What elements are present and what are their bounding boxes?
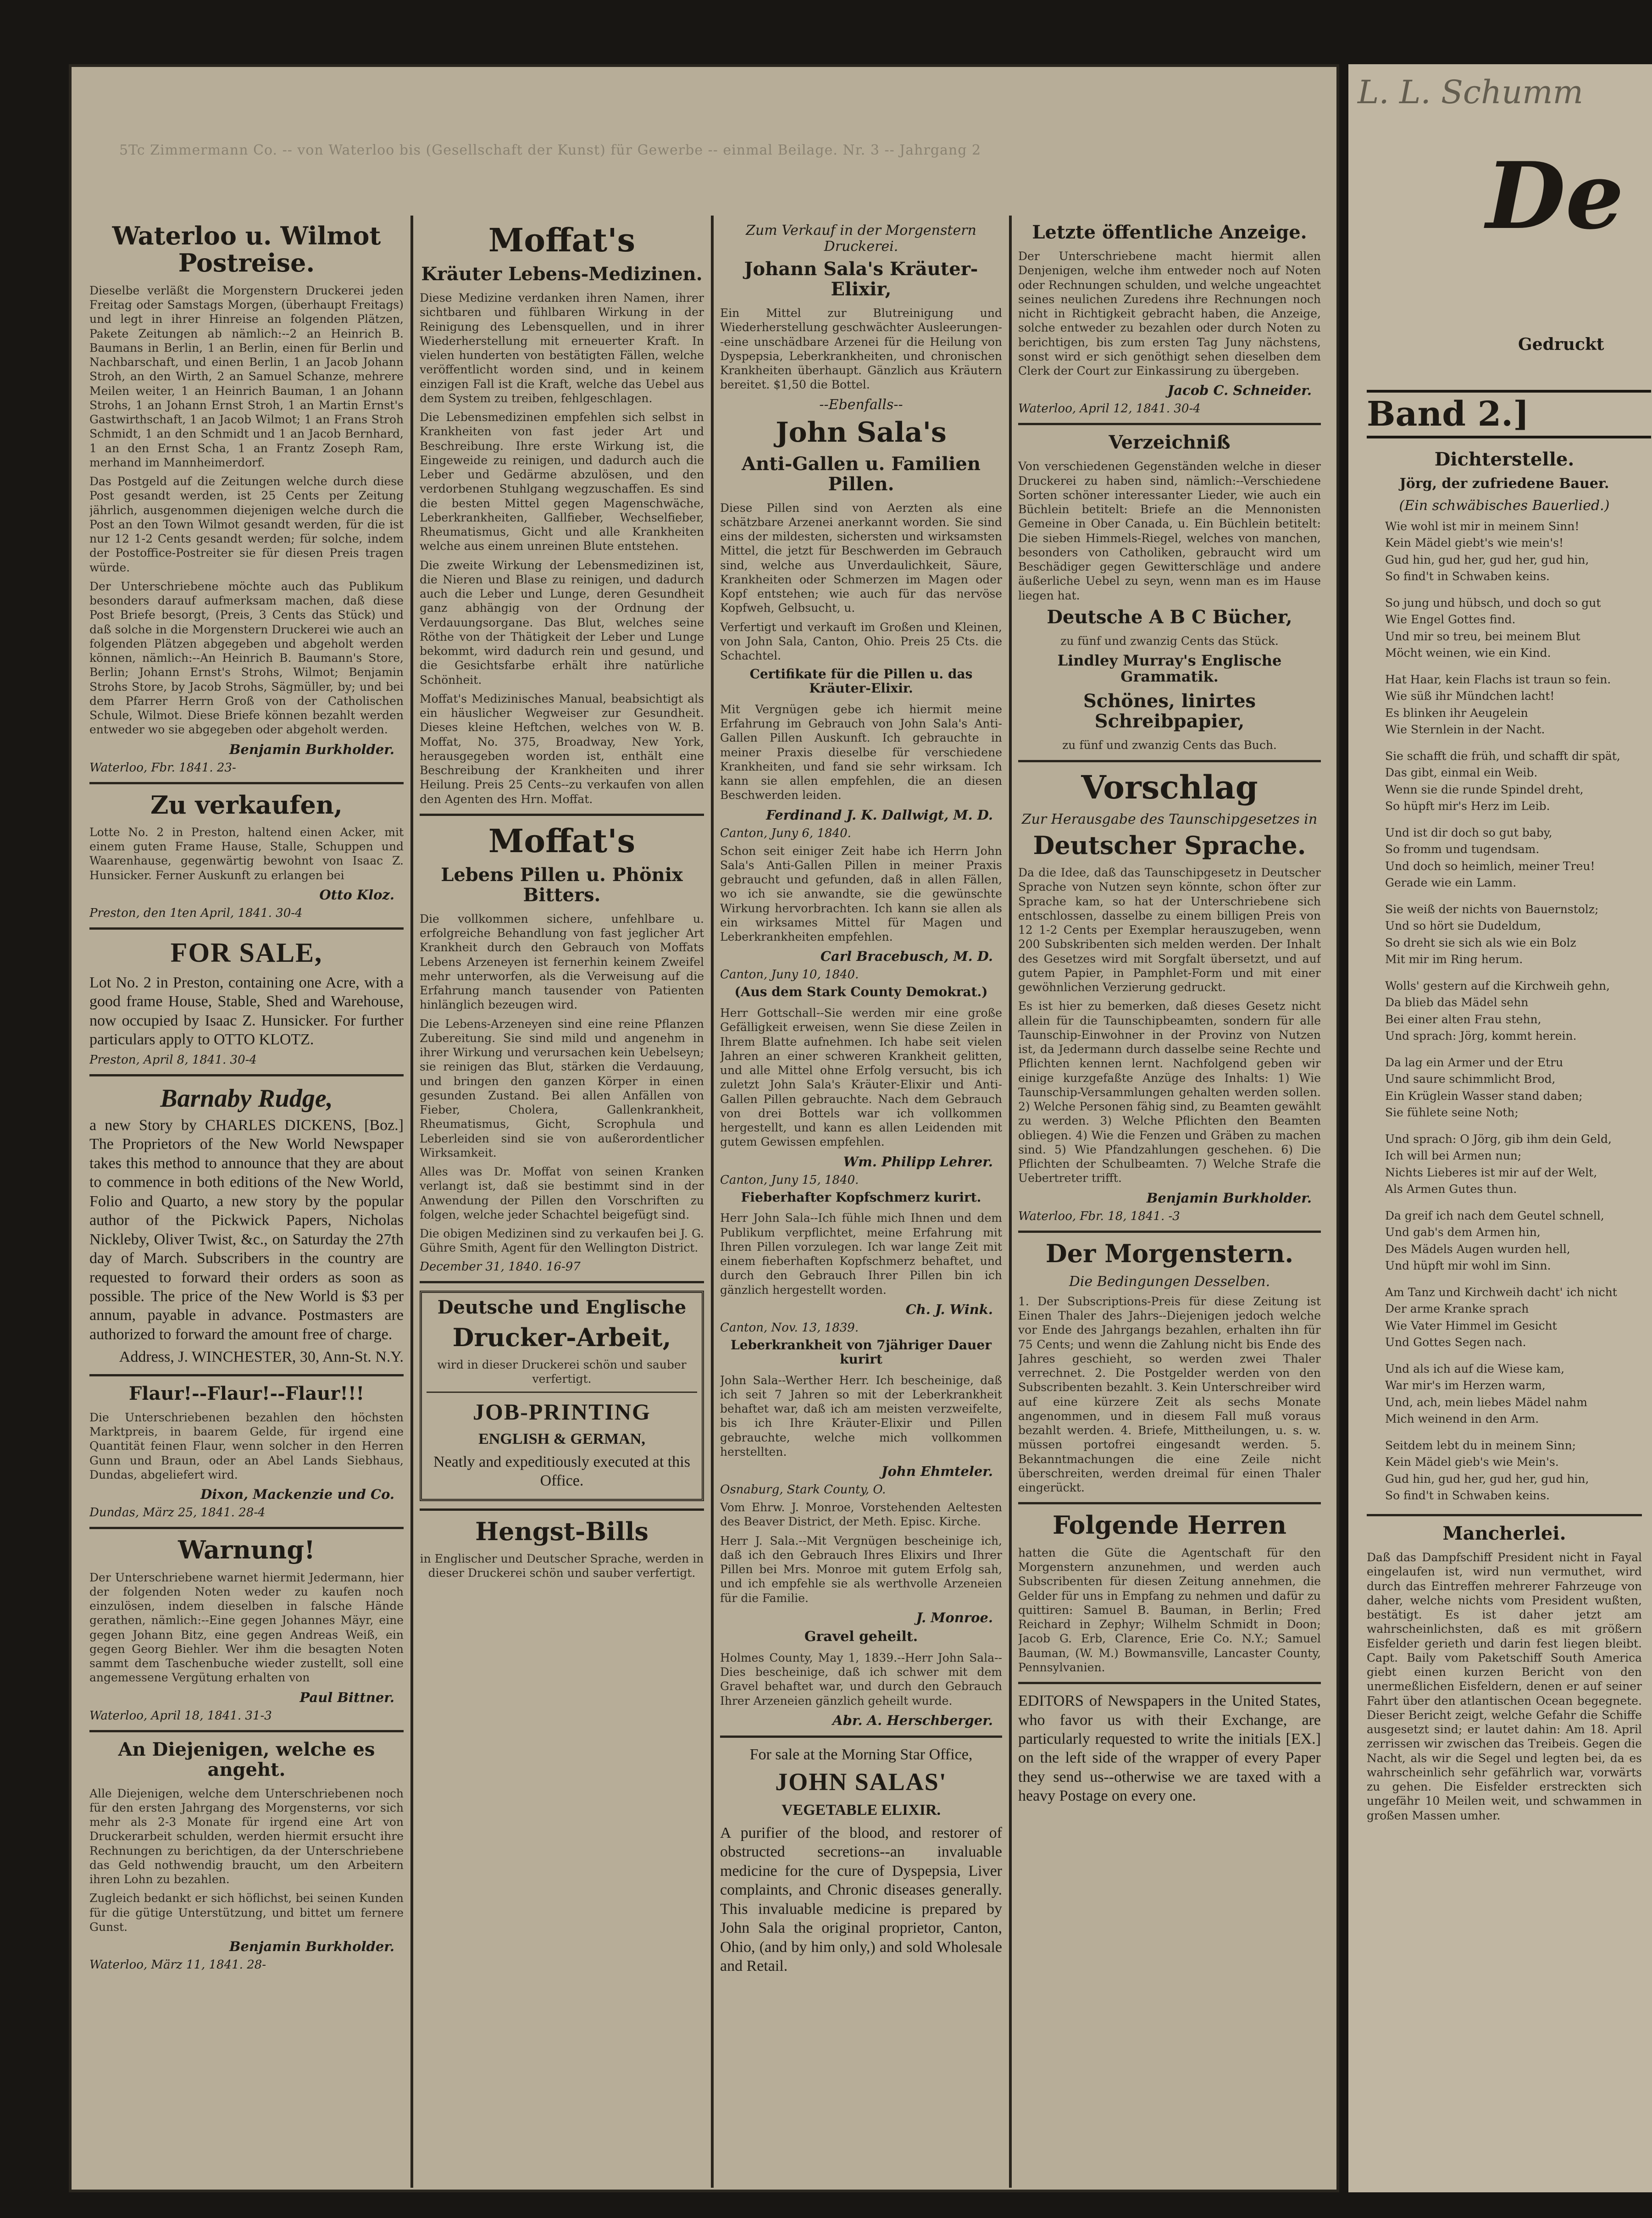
poem-line: Und saure schimmlicht Brod,: [1385, 1072, 1556, 1086]
ad-date: Waterloo, April 18, 1841. 31-3: [89, 1708, 272, 1723]
signature: Ch. J. Wink.: [905, 1301, 993, 1317]
ad-date: Osnaburg, Stark County, O.: [720, 1483, 886, 1497]
ad-heading-fever: Fieberhafter Kopfschmerz kurirt.: [741, 1189, 981, 1205]
ad-text: Es ist hier zu bemerken, daß dieses Gesetz nicht allein für die Taunschipbeamten, sondern für alle Taunschip-Einwohner in der Provinz von Nutzen ist, da Jedermann durch dasselbe seine Rechte und Pflichten kennen lernt. Nachfolgend geben wir einige kurzgefaßte Anzüge des Inhalts: 1) Wie Taunschip-Versammlungen gehalten werden sollen. 2) Welche Personen fähig sind, zu Beamten gewählt zu werden. 3) Welche Pflichten den Beamten obliegen. 4) Wie die Fenzen und Gräben zu machen sind. 5) Wie Pfandzahlungen geschehen. 6) Die Pflichten der Schulbeamten. 7) Welche Strafe die Uebertreter trifft.: [1018, 999, 1321, 1185]
poem-line: Bei einer alten Frau stehn,: [1385, 1012, 1541, 1026]
poem-line: Wie Sternlein in der Nacht.: [1385, 722, 1545, 736]
ad-text: Mit Vergnügen gebe ich hiermit meine Erfahrung im Gebrauch von John Sala's Anti-Gallen Pillen Auskunft. Ich gebrauchte in meiner Praxis dieselbe für verschiedene Krankheiten, und fand sie sehr wirksam. Ich kann sie allen empfehlen, die an diesen Beschwerden leiden.: [720, 702, 1002, 802]
ad-title-john-salas: JOHN SALAS': [775, 1768, 947, 1796]
ad-title-diejenigen: An Diejenigen, welche es angeht.: [118, 1738, 375, 1780]
ad-title-john-sala: John Sala's: [776, 416, 947, 449]
page-header-faint: 5Tc Zimmermann Co. -- von Waterloo bis (Gesellschaft der Kunst) für Gewerbe -- einmal Beilage. Nr. 3 -- Jahrgang 2: [119, 142, 981, 158]
ad-text: Von verschiedenen Gegenständen welche in dieser Druckerei zu haben sind, nämlich:--Verschiedene Sorten schöner interessanter Lieder, wie auch ein Büchlein betitelt: Briefe an die Mennonisten Gemeine in Ober Canada, u. Ein Büchlein betitelt: Die sieben Himmels-Riegel, welches von manchen, besonders von Catholiken, gebraucht wird um Beschädiger gegen Gewitterschläge und andere äußerliche Uebel zu seyn, wenn man es im Hause liegen hat.: [1018, 460, 1321, 602]
poem-line: Der arme Kranke sprach: [1385, 1302, 1529, 1316]
ad-title-hengst-bills: Hengst-Bills: [475, 1516, 649, 1546]
ad-heading-certificates: Certifikate für die Pillen u. das Kräuter-Elixir.: [749, 666, 973, 696]
ad-text: Alles was Dr. Moffat von seinen Kranken verlangt ist, daß sie bestimmt sind in der Anwendung der Pillen den Vorschriften zu folgen, welche jeder Schachtel beigefügt sind.: [420, 1165, 704, 1221]
ad-title-morgenstern: Der Morgenstern.: [1045, 1238, 1294, 1268]
column-1: [89, 222, 404, 2185]
signature: Benjamin Burkholder.: [1146, 1190, 1312, 1206]
poem-line: Und, ach, mein liebes Mädel nahm: [1385, 1395, 1587, 1409]
ad-title-barnaby-rudge: Barnaby Rudge,: [160, 1084, 333, 1113]
ad-subtitle: Zur Herausgabe des Taunschipgesetzes in: [1021, 811, 1318, 827]
poem-line: Da blieb das Mädel sehn: [1385, 996, 1529, 1009]
ad-title-job-printing: JOB-PRINTING: [473, 1399, 651, 1425]
ad-text: Die Lebensmedizinen empfehlen sich selbst in Krankheiten von fast jeder Art und Beschreibung. Ihre erste Wirkung ist, die Eingeweide zu reinigen, und dadurch auch die Leber und Gedärme abzulösen, und den verdorbenen Stuhlgang wegzuschaffen. Es sind die besten Mittel gegen Magenschwäche, Leberkrankheiten, Gallfieber, Wechselfieber, Rheumatismus, Gicht und alle Krankheiten welche aus einem unreinen Blute entstehen.: [420, 410, 704, 553]
ad-heading-liver: Leberkrankheit von 7jähriger Dauer kurirt: [731, 1337, 992, 1367]
poem-line: Wolls' gestern auf die Kirchweih gehn,: [1385, 979, 1610, 993]
divider: [1367, 1514, 1642, 1516]
article-text: Daß das Dampfschiff President nicht in Fayal eingelaufen ist, wird nun vermuthet, wird durch das Eintreffen mehrerer Fahrzeuge von daher, welche nichts vom President wußten, bestätigt. Es ist daher jetzt am wahrscheinlichsten, daß es mit größern Eisfelder gerieth und darin fest liegen bleibt. Capt. Baily vom Paketschiff South America giebt einen kurzen Bericht von den unermeßlichen Eisfeldern, denen er auf seiner Fahrt über den atlantischen Ocean begegnete. Dieser Bericht zeigt, welche Gefahr die Schiffe ausgesetzt sind; er lautet dahin: Am 18. April zerrissen wir zwischen das Treibeis. Gegen die Nacht, als wir die Segel und legten bei, da es wahrscheinlich sehr gefährlich war, vorwärts zu gehen. Die Eisfelder erstreckten sich ungefähr 10 Meilen weit, und schwammen in großen Massen umher.: [1367, 1551, 1642, 1822]
poem-line: Und Gottes Segen nach.: [1385, 1335, 1526, 1349]
column-4: [1018, 222, 1321, 2185]
ad-date: Waterloo, Fbr. 1841. 23-: [89, 760, 236, 775]
poem-subtitle: (Ein schwäbisches Bauerlied.): [1399, 498, 1610, 514]
poem-line: Sie schafft die früh, und schafft dir spät,: [1385, 749, 1620, 763]
ad-date: Canton, Juny 15, 1840.: [720, 1173, 859, 1187]
divider: [89, 927, 404, 930]
poem-stanza: [1367, 1284, 1642, 1351]
signature: Benjamin Burkholder.: [229, 741, 394, 757]
ad-separator-text: --Ebenfalls--: [819, 396, 903, 413]
poem-title: Jörg, der zufriedene Bauer.: [1399, 476, 1609, 492]
poem-stanza: [1367, 1208, 1642, 1274]
poem-line: Als Armen Gutes thun.: [1385, 1182, 1517, 1196]
ad-text: in Englischer und Deutscher Sprache, werden in dieser Druckerei schön und sauber verfertigt.: [420, 1552, 704, 1580]
poem-line: Gud hin, gud her, gud her, gud hin,: [1385, 1472, 1589, 1486]
ad-date: Dundas, März 25, 1841. 28-4: [89, 1506, 266, 1520]
ad-text: Ein Mittel zur Blutreinigung und Wiederherstellung geschwächter Ausleerungen--eine unschädbare Arzenei für die Heilung von Dyspepsia, Leberkrankheiten, und chronischen Krankheiten überhaupt. Gänzlich aus Kräutern bereitet. $1,50 die Bottel.: [720, 306, 1002, 392]
poem-line: Und als ich auf die Wiese kam,: [1385, 1362, 1565, 1375]
ad-subtitle: Kräuter Lebens-Medizinen.: [421, 263, 703, 285]
signature: Benjamin Burkholder.: [229, 1939, 394, 1955]
ad-text: Die Unterschriebenen bezahlen den höchsten Marktpreis, in baarem Gelde, für irgend eine Quantität feinen Flaur, wenn solcher in den Herren Gunn und Braun, oder an Abel Lands Siebhaus, Dundas, abgeliefert wird.: [89, 1410, 404, 1481]
ad-title-abc-buecher: Deutsche A B C Bücher,: [1047, 606, 1292, 628]
ad-date: Canton, Juny 6, 1840.: [720, 826, 851, 840]
poem-line: So hüpft mir's Herz im Leib.: [1385, 799, 1550, 813]
signature: Carl Bracebusch, M. D.: [820, 948, 993, 965]
poem-line: Mich weinend in den Arm.: [1385, 1412, 1539, 1425]
poem-stanza: [1367, 1361, 1642, 1427]
ad-date: Preston, den 1ten April, 1841. 30-4: [89, 906, 303, 920]
ad-date: Preston, April 8, 1841. 30-4: [89, 1053, 257, 1067]
ad-title-folgende-herren: Folgende Herren: [1052, 1510, 1287, 1540]
ad-text-english: Neatly and expeditiously executed at this Office.: [433, 1453, 690, 1490]
ad-title-sala-elixir: Johann Sala's Kräuter-Elixir,: [744, 258, 978, 300]
poem-line: Wie Vater Himmel im Gesicht: [1385, 1319, 1557, 1332]
ad-address: Address, J. WINCHESTER, 30, Ann-St. N.Y.: [119, 1348, 404, 1366]
poem-line: War mir's im Herzen warm,: [1385, 1379, 1546, 1392]
poem-stanza: [1367, 1054, 1642, 1121]
divider: [1018, 1682, 1321, 1684]
poem-line: Wie Engel Gottes find.: [1385, 613, 1516, 627]
handwritten-note: L. L. Schumm: [1358, 73, 1584, 111]
section-title-mancherlei: Mancherlei.: [1442, 1523, 1566, 1544]
signature: John Ehmteler.: [881, 1464, 993, 1480]
ad-date: Waterloo, Fbr. 18, 1841. -3: [1018, 1209, 1180, 1223]
ad-date: December 31, 1840. 16-97: [420, 1259, 581, 1274]
poem-line: Hat Haar, kein Flachs ist traun so fein.: [1385, 673, 1611, 686]
ad-text: Der Unterschriebene macht hiermit allen Denjenigen, welche ihm entweder noch auf Noten oder Rechnungen schulden, und welche ungeachtet seines neulichen Zuredens ihre Rechnungen noch nicht in Richtigkeit gebracht haben, die Anzeige, solche entweder zu bezahlen oder durch Noten zu berichtigen, bis zum ersten Tag Juny nächstens, sonst wird er sich genöthigt sehen dieselben dem Clerk der Court zur Einkassirung zu übergeben.: [1018, 250, 1321, 377]
poem-line: Nichts Lieberes ist mir auf der Welt,: [1385, 1165, 1597, 1179]
poem-line: Sie fühlete seine Noth;: [1385, 1105, 1519, 1119]
ad-title-grammatik: Lindley Murray's Englische Grammatik.: [1057, 652, 1282, 686]
poem-line: Kein Mädel giebt's wie mein's!: [1385, 536, 1564, 550]
poem-line: Wenn sie die runde Spindel dreht,: [1385, 782, 1584, 796]
ad-title-verzeichniss: Verzeichniß: [1109, 432, 1231, 454]
ad-text-english: EDITORS of Newspapers in the United States, who favor us with their Exchange, are particularly requested to write the initials [EX.] on the left side of the wrapper of every Paper they send us--otherwise we are taxed with a heavy Postage on every one.: [1018, 1692, 1321, 1805]
ad-text: John Sala--Werther Herr. Ich bescheinige, daß ich seit 7 Jahren so mit der Leberkrankheit behaftet war, daß ich am meisten verzweifelte, bis ich Ihre Kräuter-Elixir und Pillen gebrauchte, welche mich vollkommen herstellten.: [720, 1373, 1002, 1458]
column-rule: [711, 216, 714, 2188]
ad-text: Der Unterschriebene möchte auch das Publikum besonders darauf aufmerksam machen, daß diese Post Briefe besorgt, (Preis, 3 Cents das Stück) und daß solche in die Morgenstern Druckerei wie auch an folgenden Plätzen abgegeben und abgeholt werden können, nämlich:--An Heinrich B. Baumann's Store, Berlin; Johann Ernst's Strohs, Wilmot; Benjamin Strohs Store, by Jacob Strohs, Sägmüller, by; und bei dem Pfarrer Herrn Groß von der Catholischen Schule, Wilmot. Diese Briefe können bezahlt werden entweder wo sie abgegeben oder abgeholt werden.: [89, 579, 404, 737]
poem-line: Da greif ich nach dem Geutel schnell,: [1385, 1209, 1604, 1222]
ad-heading-source: (Aus dem Stark County Demokrat.): [734, 984, 988, 1000]
poem-line: Wie wohl ist mir in meinem Sinn!: [1385, 520, 1580, 533]
ad-text: Alle Diejenigen, welche dem Unterschriebenen noch für den ersten Jahrgang des Morgensterns, vor sich mehr als 2-3 Monate für irgend eine Art von Druckerarbeit schulden, werden hiermit ersucht ihre Rechnungen zu berichtigen, da der Unterschriebene das Geld nothwendig braucht, um den Arbeitern ihren Lohn zu bezahlen.: [89, 1786, 404, 1886]
poem-line: So dreht sie sich als wie ein Bolz: [1385, 936, 1576, 949]
poem-line: Möcht weinen, wie ein Kind.: [1385, 646, 1551, 660]
divider: [720, 1736, 1002, 1738]
signature: J. Monroe.: [916, 1609, 993, 1625]
ad-title-deutscher-sprache: Deutscher Sprache.: [1033, 830, 1306, 860]
ad-text: 1. Der Subscriptions-Preis für diese Zeitung ist Einen Thaler des Jahrs--Diejenigen jedoch welche vor Ende des Jahrgangs bezahlen, erhalten ihn für 75 Cents; und wenn die Zahlung nicht bis Ende des Jahres geschieht, so werden zwei Thaler verrechnet. 2. Die Postgelder werden von den Subscribenten bezahlt. 3. Kein Unterschreiber wird auf eine kürzere Zeit als sechs Monate angenommen, und in diesem Fall muß voraus bezahlt werden. 4. Briefe, Mittheilungen, u. s. w. müssen portofrei eingesandt werden. 5. Bekanntmachungen die eine Zeile nicht überschreiten, werden dreimal für einen Thaler eingerückt.: [1018, 1294, 1321, 1495]
ad-title-moffats-2: Moffat's: [488, 821, 636, 860]
ad-text-english: Lot No. 2 in Preston, containing one Acre, with a good frame House, Stable, Shed and Warehouse, now occupied by Isaac Z. Hunsicker. For further particulars apply to OTTO KLOTZ.: [89, 974, 404, 1048]
divider: [1018, 760, 1321, 762]
poem-stanza: [1367, 1131, 1642, 1198]
masthead-fragment: De: [1486, 142, 1624, 250]
poem-line: Und ist dir doch so gut baby,: [1385, 826, 1552, 839]
ad-text: Die vollkommen sichere, unfehlbare u. erfolgreiche Behandlung von fast jeglicher Art Krankheit durch den Gebrauch von Moffats Lebens Arzeneyen ist fernerhin keinem Zweifel mehr unterworfen, als die Verweisung auf die Erfahrung manch tausender von Patienten hinlänglich bezeugen wird.: [420, 912, 704, 1012]
poem-stanza: [1367, 595, 1642, 661]
signature: Dixon, Mackenzie und Co.: [200, 1486, 394, 1503]
ad-text: Die Lebens-Arzeneyen sind eine reine Pflanzen Zubereitung. Sie sind mild und angenehm in ihrer Wirkung und verursachen kein Uebelseyn; sie reinigen das Blut, stärken die Verdauung, und bringen den ganzen Körper in einen gesunden Zustand. Bei allen Anfällen von Fieber, Cholera, Gallenkrankheit, Rheumatismus, Gicht, Scrophula und Leberleiden sind sie von außerordentlicher Wirksamkeit.: [420, 1017, 704, 1159]
ad-subtitle-english: ENGLISH & GERMAN,: [478, 1431, 645, 1448]
ad-date: Waterloo, April 12, 1841. 30-4: [1018, 402, 1201, 416]
ad-subtitle-english: VEGETABLE ELIXIR.: [781, 1802, 941, 1819]
ad-text: Lotte No. 2 in Preston, haltend einen Acker, mit einem guten Frame Hause, Stalle, Schuppen und Waarenhause, gegenwärtig bewohnt von Isaac Z. Hunsicker. Ferner Auskunft zu erlangen bei: [89, 825, 404, 882]
poem-stanza: [1367, 978, 1642, 1044]
section-title-dichterstelle: Dichterstelle.: [1434, 449, 1574, 470]
ad-title-moffats: Moffat's: [488, 222, 636, 259]
ad-text: Der Unterschriebene warnet hiermit Jedermann, hier der folgenden Noten weder zu kaufen noch einzulösen, indem dieselben in falsche Hände gerathen, nämlich:--Eine gegen Johannes Mäyr, eine gegen Johann Bitz, eine gegen Andreas Weiß, ein gegen Georg Biehler. Wer ihm die besagten Noten sammt dem Taschenbuche wieder zustellt, soll eine angemessene Vergütung erhalten von: [89, 1570, 404, 1685]
ad-text: Herr J. Sala.--Mit Vergnügen bescheinige ich, daß ich den Gebrauch Ihres Elixirs und Ihrer Pillen bei Mrs. Monroe mit gutem Erfolg sah, und ich empfehle sie als werthvolle Arzeneien für die Familie.: [720, 1534, 1002, 1605]
ad-text-english: a new Story by CHARLES DICKENS, [Boz.] The Proprietors of the New World Newspaper takes this method to announce that they are about to commence in both editions of the New World, Folio and Quarto, a new story by the popular author of the Pickwick Papers, Nicholas Nickleby, Oliver Twist, &c., on Saturday the 27th day of March. Subscribers in the country are requested to forward their orders as soon as possible. The price of the New World is $3 per annum, payable in advance. Postmasters are authorized to forward the amount free of charge.: [89, 1116, 404, 1343]
ad-text: Verfertigt und verkauft im Großen und Kleinen, von John Sala, Canton, Ohio. Preis 25 Cts. die Schachtel.: [720, 620, 1002, 662]
ad-text: Das Postgeld auf die Zeitungen welche durch diese Post gesandt werden, ist 25 Cents per Zeitung jährlich, ausgenommen diejenigen welche durch die Post an den Town Wilmot gesandt werden, für die ist nur 12 1-2 Cents gesandt werden; für solche, indem der Postoffice-Postreiter sie für diesen Preis tragen würde.: [89, 475, 404, 574]
ad-title-verkaufen: Zu verkaufen,: [150, 790, 343, 820]
poem-line: Ein Krüglein Wasser stand daben;: [1385, 1089, 1583, 1103]
ad-subtitle: Die Bedingungen Desselben.: [1069, 1273, 1270, 1290]
newspaper-page-right: [1348, 64, 1652, 2192]
poem-stanza: [1367, 518, 1642, 585]
ad-title-drucker-arbeit: Drucker-Arbeit,: [452, 1322, 671, 1352]
column-rule: [1009, 216, 1012, 2188]
poem-line: Gud hin, gud her, gud her, gud hin,: [1385, 553, 1589, 566]
divider: [89, 1730, 404, 1732]
poem-stanza: [1367, 748, 1642, 815]
divider: [1018, 1231, 1321, 1233]
divider: [89, 782, 404, 784]
ad-heading-gravel: Gravel geheilt.: [804, 1628, 918, 1645]
ad-text: zu fünf und zwanzig Cents das Stück.: [1060, 634, 1279, 648]
divider: [420, 814, 704, 816]
poem-line: So fromm und tugendsam.: [1385, 843, 1540, 856]
column-2: [420, 222, 704, 2185]
poem-line: Und sprach: Jörg, kommt herein.: [1385, 1029, 1577, 1042]
ad-date: Canton, Nov. 13, 1839.: [720, 1320, 859, 1335]
divider: [420, 1281, 704, 1283]
ad-title-drucker: Deutsche und Englische: [437, 1296, 687, 1318]
poem-line: Und so hört sie Dudeldum,: [1385, 919, 1541, 933]
divider: [89, 1527, 404, 1529]
signature: Otto Kloz.: [319, 887, 394, 903]
poem-line: Des Mädels Augen wurden hell,: [1385, 1242, 1570, 1256]
ad-title-postreise: Waterloo u. Wilmot Postreise.: [112, 222, 381, 278]
ad-title-letzte-anzeige: Letzte öffentliche Anzeige.: [1032, 222, 1307, 243]
poem-line: Gerade wie ein Lamm.: [1385, 876, 1517, 889]
poem-line: Sie weiß der nichts von Bauernstolz;: [1385, 903, 1599, 916]
poem-line: Und hüpft mir wohl im Sinn.: [1385, 1259, 1551, 1272]
poem-line: Seitdem lebt du in meinem Sinn;: [1385, 1439, 1576, 1452]
poem-line: Wie süß ihr Mündchen lacht!: [1385, 689, 1555, 703]
poem-line: So jung und hübsch, und doch so gut: [1385, 596, 1601, 610]
printing-ad-box: [420, 1291, 704, 1501]
ad-text: Vom Ehrw. J. Monroe, Vorstehenden Aeltesten des Beaver District, der Meth. Episc. Kirche.: [720, 1501, 1002, 1529]
poem-line: Es blinken ihr Aeugelein: [1385, 706, 1528, 720]
poem-line: Und doch so heimlich, meiner Treu!: [1385, 859, 1595, 873]
poem-line: Kein Mädel gieb's wie Mein's.: [1385, 1455, 1559, 1469]
poem-stanza: [1367, 671, 1642, 738]
signature: Wm. Philipp Lehrer.: [843, 1153, 993, 1170]
ad-date: Canton, Juny 10, 1840.: [720, 968, 859, 982]
column-3: [720, 222, 1002, 2185]
signature: Ferdinand J. K. Dallwigt, M. D.: [766, 807, 993, 823]
ad-title-flaur: Flaur!--Flaur!--Flaur!!!: [128, 1382, 365, 1404]
divider: [1018, 1502, 1321, 1504]
ad-text: Diese Medizine verdanken ihren Namen, ihrer sichtbaren und fühlbaren Wirkung in der Reinigung des Lebensquellen, und in ihrer Wiederherstellung mit erneuerter Kraft. In vielen hunderten von bestätigten Fällen, welche veröffentlicht worden sind, und in keinem einzigen Fall ist die Kraft, welche das Uebel aus dem System zu treiben, fehlgeschlagen.: [420, 291, 704, 405]
ad-text: Moffat's Medizinisches Manual, beabsichtigt als ein häuslicher Wegweiser zur Gesundheit. Dieses kleine Heftchen, welches von W. B. Moffat, No. 375, Broadway, New York, herausgegeben worden ist, enthält eine Beschreibung der Krankheiten und ihrer Heilung. Preis 25 Cents--zu verkaufen von allen den Agenten des Hrn. Moffat.: [420, 692, 704, 806]
ad-subtitle: Anti-Gallen u. Familien Pillen.: [742, 453, 981, 495]
ad-text: zu fünf und zwanzig Cents das Buch.: [1062, 738, 1277, 752]
ad-text: Diese Pillen sind von Aerzten als eine schätzbare Arzenei anerkannt worden. Sie sind eins der mildesten, sichersten und wirksamsten Mittel, die jetzt für Beschwerden im Gebrauch sind, welche aus Unverdaulichkeit, Säure, Krankheiten oder Schmerzen im Magen oder Kopf entstehen; wie auch für das nervöse Kopfweh, Gelbsucht, u.: [720, 501, 1002, 615]
ad-date: Waterloo, März 11, 1841. 28-: [89, 1958, 266, 1972]
divider: [1018, 423, 1321, 425]
signature: Abr. A. Herschberger.: [832, 1712, 993, 1728]
ad-text: wird in dieser Druckerei schön und sauber verfertigt.: [437, 1358, 687, 1386]
poem-line: Am Tanz und Kirchweih dacht' ich nicht: [1385, 1286, 1617, 1299]
ad-title-schreibpapier: Schönes, linirtes Schreibpapier,: [1083, 690, 1256, 732]
divider: [89, 1074, 404, 1076]
poem-stanza: [1367, 901, 1642, 968]
poem-line: Und gab's dem Armen hin,: [1385, 1225, 1541, 1239]
divider: [89, 1374, 404, 1376]
poem-line: Da lag ein Armer und der Etru: [1385, 1056, 1563, 1069]
ad-text: Dieselbe verläßt die Morgenstern Druckerei jeden Freitag oder Samstags Morgen, (überhaupt Freitags) und legt in ihrer Hinreise an folgenden Plätzen, Pakete Zeitungen ab nämlich:--2 an Heinrich B. Baumans in Berlin, 1 an Berlin, einen für Berlin und Nachbarschaft, und einen Berlin, 1 an Jacob Johann Stroh, an den Wirth, 2 an Samuel Schanze, mehrere Meilen weiter, 1 an Heinrich Bauman, 1 an Johann Strohs, 1 an Johann Ernst Stroh, 1 an Martin Ernst's Gastwirthschaft, 1 an Jacob Wilmot; 1 an Frans Stroh Schmidt, 1 an den Schmidt und 1 an Jacob Bernhard, 1 an den Ernst Scha, 1 an Frantz Zoseph Ram, merhand im Mannheimerdorf.: [89, 283, 404, 469]
ad-text: Herr John Sala--Ich fühle mich Ihnen und dem Publikum verpflichtet, meine Erfahrung mit Ihren Pillen vorzulegen. Ich war lange Zeit mit einem fieberhaften Kopfschmerz behaftet, und durch den Gebrauch Ihrer Pillen bin ich gänzlich hergestellt worden.: [720, 1211, 1002, 1297]
poem-line: So find't in Schwaben keins.: [1385, 569, 1550, 583]
ad-text: Schon seit einiger Zeit habe ich Herrn John Sala's Anti-Gallen Pillen in meiner Praxis gebraucht und gefunden, daß in allen Fällen, wo ich sie anwandte, sie die gewünschte Wirkung hervorbrachten. Ich kann sie allen als ein wirksames Mittel für Magen und Leberkrankheiten empfehlen.: [720, 844, 1002, 944]
ad-title-vorschlag: Vorschlag: [1081, 768, 1258, 806]
column-rule: [410, 216, 413, 2188]
poem-body: [1367, 518, 1642, 1504]
ad-title-warnung: Warnung!: [178, 1535, 315, 1565]
ad-text: Zugleich bedankt er sich höflichst, bei seinen Kunden für die gütige Unterstützung, und bittet um fernere Gunst.: [89, 1891, 404, 1934]
poem-line: Ich will bei Armen nun;: [1385, 1149, 1522, 1163]
ad-text: Herr Gottschall--Sie werden mir eine große Gefälligkeit erweisen, wenn Sie diese Zeilen in Ihrem Blatte aufnehmen. Ich habe seit vielen Jahren an einer schweren Krankheit gelitten, und alle Mittel ohne Erfolg versucht, bis ich zuletzt John Sala's Kräuter-Elixir und Anti-Gallen Pillen gebrauchte. Nach dem Gebrauch von drei Bottels war ich vollkommen hergestellt, und kann es allen Leidenden mit gutem Gewissen empfehlen.: [720, 1006, 1002, 1149]
newspaper-page-left: [69, 64, 1339, 2192]
ad-title-for-sale: FOR SALE,: [170, 937, 323, 968]
masthead-subline: Gedruckt: [1518, 335, 1604, 354]
right-column: [1367, 449, 1642, 2183]
ad-pretitle-english: For sale at the Morning Star Office,: [749, 1746, 973, 1763]
poem-stanza: [1367, 1437, 1642, 1504]
signature: Paul Bittner.: [299, 1689, 394, 1705]
divider: [420, 1508, 704, 1511]
ad-subtitle: Lebens Pillen u. Phönix Bitters.: [441, 864, 683, 906]
ad-text: Holmes County, May 1, 1839.--Herr John Sala--Dies bescheinige, daß ich schwer mit dem Gravel behaftet war, und durch den Gebrauch Ihrer Arzeneien gänzlich geheilt wurde.: [720, 1651, 1002, 1708]
ad-text: Die zweite Wirkung der Lebensmedizinen ist, die Nieren und Blase zu reinigen, und dadurch auch die Leber und Lunge, deren Gesundheit ganz abhängig von der Ordnung der Verdauungsorgane. Das Blut, welches seine Röthe von der Thätigkeit der Leber und Lunge bekommt, wird dadurch rein und gesund, und die Gesichtsfarbe erhält ihre natürliche Schönheit.: [420, 558, 704, 687]
poem-line: So find't in Schwaben keins.: [1385, 1488, 1550, 1502]
ad-text-english: A purifier of the blood, and restorer of obstructed secretions--an invaluable medicine for the cure of Dyspepsia, Liver complaints, and Chronic diseases generally. This invaluable medicine is prepared by John Sala the original proprietor, Canton, Ohio, (and by him only,) and sold Wholesale and Retail.: [720, 1824, 1002, 1974]
ad-text: hatten die Güte die Agentschaft für den Morgenstern anzunehmen, und werden auch Subscribenten für diesen Zeitung annehmen, die Gelder für uns in Empfang zu nehmen und dafür zu quittiren: Samuel B. Bauman, in Berlin; Fred Reichard in Zephyr; Wilhelm Schmidt in Doon; Jacob G. Erb, Clarence, Erie Co. N.Y.; Samuel Bauman, (W. M.) Bowmansville, Lancaster County, Pennsylvanien.: [1018, 1546, 1321, 1674]
volume-label: Band 2.]: [1367, 390, 1651, 438]
ad-pretitle: Zum Verkauf in der Morgenstern Druckerei.: [746, 222, 976, 255]
signature: Jacob C. Schneider.: [1167, 383, 1312, 399]
poem-line: Mit mir im Ring herum.: [1385, 952, 1523, 966]
ad-agent: Die obigen Medizinen sind zu verkaufen bei J. G. Gühre Smith, Agent für den Wellington District.: [420, 1227, 704, 1255]
poem-stanza: [1367, 825, 1642, 891]
poem-line: Und mir so treu, bei meinem Blut: [1385, 629, 1580, 643]
ad-text: Da die Idee, daß das Taunschipgesetz in Deutscher Sprache von Nutzen seyn könnte, schon öfter zur Sprache kam, so hat der Unterschriebene sich entschlossen, dasselbe zu einem billigen Preis von 12 1-2 Cents per Exemplar herauszugeben, wenn 200 Subskribenten sich melden werden. Der Inhalt des Gesetzes wird mit Sorgfalt übersetzt, und auf gutem Papier, in Pamphlet-Form und mit einer gewöhnlichen Verzierung gedruckt.: [1018, 866, 1321, 994]
poem-line: Und sprach: O Jörg, gib ihm dein Geld,: [1385, 1132, 1612, 1146]
divider: [427, 1392, 697, 1393]
poem-line: Das gibt, einmal ein Weib.: [1385, 766, 1538, 780]
